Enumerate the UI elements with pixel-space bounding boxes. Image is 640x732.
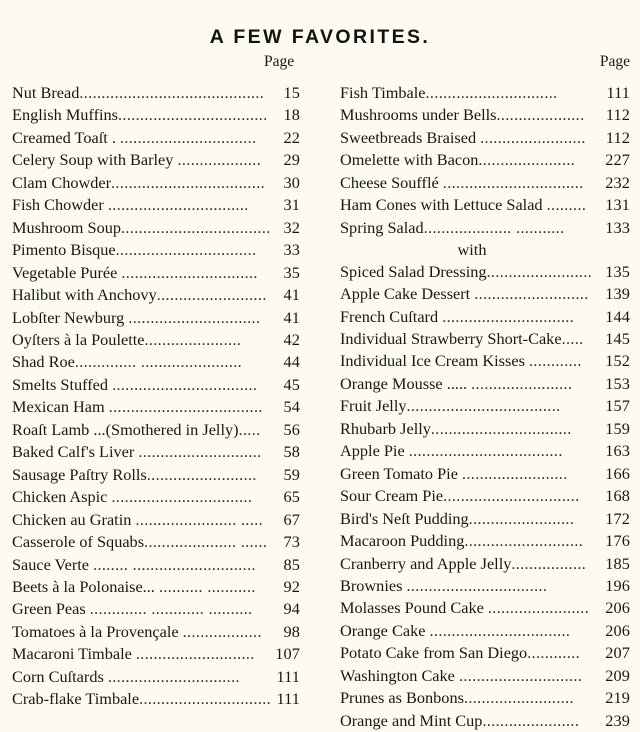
index-entry-page-number: 133: [605, 217, 630, 237]
index-entry: [340, 597, 630, 619]
index-entry: [12, 127, 300, 149]
index-entry-page-number: 206: [605, 598, 630, 618]
index-entry: [340, 440, 630, 462]
index-entry-leader-dots: .........................: [156, 287, 267, 305]
index-entry-name: English Muffins: [12, 105, 118, 125]
index-entry-leader-dots: ...........................: [464, 533, 584, 551]
index-entry-page-number: 56: [283, 419, 300, 439]
index-entry: [340, 665, 630, 687]
index-entry: [340, 575, 630, 597]
index-entry: [340, 642, 630, 664]
index-entry: [12, 104, 300, 126]
index-column-right: [340, 52, 630, 732]
index-entry-name: Washington Cake: [340, 665, 459, 685]
index-entry: [12, 531, 300, 553]
index-entry-page-number: 22: [283, 127, 300, 147]
index-entry-name: Macaroni Timbale: [12, 644, 136, 664]
index-entry-leader-dots: ..............................: [139, 691, 272, 709]
index-entry-name: Baked Calf's Liver: [12, 442, 139, 462]
index-entry-leader-dots: ...........................: [135, 646, 255, 664]
index-entry: [12, 307, 300, 329]
index-entry-page-number: 30: [283, 172, 300, 192]
index-entry-name: Beets à la Polonaise...: [12, 576, 159, 596]
index-entry-leader-dots: ........ ............................: [93, 556, 256, 574]
index-entry-page-number: 166: [605, 463, 630, 483]
index-entry-name: Macaroon Pudding: [340, 531, 465, 551]
index-entry-name: Mushrooms under Bells: [340, 105, 497, 125]
page-column-header-right: Page: [599, 53, 630, 70]
index-entry-leader-dots: ..............................: [107, 668, 240, 686]
index-entry-name: Apple Pie: [340, 441, 409, 461]
index-entry-page-number: 54: [283, 397, 300, 417]
index-entry-name: Smelts Stuffed: [12, 374, 113, 394]
index-entry-page-number: 219: [605, 688, 630, 708]
index-entry: [340, 373, 630, 395]
index-entry-page-number: 144: [605, 306, 630, 326]
index-entry: [340, 485, 630, 507]
index-entry-page-number: 135: [605, 261, 630, 281]
index-entry: [12, 396, 300, 418]
index-entry-name: Oyſters à la Poulette: [12, 329, 145, 349]
index-entry-leader-dots: .............. .......................: [74, 354, 243, 372]
index-entry-page-number: 206: [605, 620, 630, 640]
index-entry: [340, 395, 630, 417]
index-entry-leader-dots: .......................: [471, 375, 573, 393]
index-entry-leader-dots: ........................: [468, 510, 575, 528]
index-entry-page-number: 176: [605, 531, 630, 551]
index-entry-name: Orange Cake: [340, 620, 430, 640]
index-entry-name: Lobſter Newburg: [12, 307, 129, 327]
index-entry-name: Vegetable Purée: [12, 262, 122, 282]
index-entry-name: Shad Roe: [12, 352, 75, 372]
index-entry-page-number: 207: [605, 643, 630, 663]
index-entry-leader-dots: ..............................: [425, 85, 558, 102]
index-entry-page-number: 111: [276, 689, 300, 709]
index-entry-name: French Cuſtard: [340, 306, 443, 326]
index-entry-name: Brownies: [340, 575, 407, 595]
index-entry: [12, 217, 300, 239]
index-entry-page-number: 58: [283, 442, 300, 462]
index-entry-name: Fish Chowder: [12, 195, 108, 215]
index-entry-page-number: 209: [605, 665, 630, 685]
index-entry-leader-dots: .......... ...........: [158, 578, 256, 596]
index-entry-leader-dots: ...................................: [408, 443, 563, 461]
index-entry: [12, 262, 300, 284]
index-entry-page-number: 157: [605, 396, 630, 416]
index-entry: [340, 283, 630, 305]
index-entry-leader-dots: ............. ............ ..........: [89, 601, 253, 619]
index-entry-page-number: 153: [605, 373, 630, 393]
index-entry-page-number: 145: [605, 328, 630, 348]
index-entry-leader-dots: ................................: [107, 197, 249, 215]
index-entry-leader-dots: ............................: [458, 667, 583, 685]
index-entry-name: Green Tomato Pie: [340, 463, 462, 483]
index-entry-name: Individual Strawberry Short-Cake: [340, 328, 562, 348]
index-entry-leader-dots: ....................... .....: [135, 511, 264, 529]
index-entry-name: Creamed Toaſt .: [12, 127, 120, 147]
index-entry-leader-dots: ..............................: [442, 308, 575, 326]
index-entry-page-number: 44: [283, 352, 300, 372]
index-entry-name: Chicken au Gratin: [12, 509, 136, 529]
index-entry-name: Cheese Soufflé: [340, 172, 443, 192]
index-entry-page-number: 41: [283, 307, 300, 327]
index-entry-page-number: 111: [276, 666, 300, 686]
index-entry-leader-dots: ................................: [406, 577, 548, 595]
index-entry: [12, 82, 300, 104]
index-entry-name: Tomatoes à la Provençale: [12, 621, 183, 641]
index-entry-name: Green Peas: [12, 599, 90, 619]
index-entry: [12, 688, 300, 710]
index-entry-name: Fruit Jelly: [340, 396, 407, 416]
index-entry-name: Celery Soup with Barley: [12, 150, 178, 170]
index-entry: [12, 509, 300, 531]
index-entry-leader-dots: ......................: [482, 712, 580, 730]
index-entry-page-number: 32: [283, 217, 300, 237]
index-entry-leader-dots: ..............................: [128, 309, 261, 327]
index-entry-name: with: [457, 240, 487, 260]
index-entry-page-number: 45: [283, 374, 300, 394]
index-entry-page-number: 159: [605, 418, 630, 438]
index-entry-page-number: 163: [605, 441, 630, 461]
index-entry-page-number: 139: [605, 284, 630, 304]
index-entry-page-number: 112: [605, 105, 630, 125]
index-entry-name: Omelette with Bacon: [340, 150, 479, 170]
index-entry-page-number: 59: [283, 464, 300, 484]
index-entry-page-number: 33: [283, 240, 300, 260]
index-entry: [12, 329, 300, 351]
index-entry-leader-dots: ................................: [430, 420, 572, 438]
index-entry-leader-dots: ........................: [486, 263, 593, 281]
index-entry-page-number: 185: [605, 553, 630, 573]
index-entry: [340, 172, 630, 194]
index-entry-name: Rhubarb Jelly: [340, 418, 431, 438]
index-entry-leader-dots: ......................: [478, 152, 576, 170]
index-entry-name: Orange and Mint Cup: [340, 710, 483, 730]
index-entry: [340, 104, 630, 126]
page-title: A FEW FAVORITES.: [209, 26, 431, 48]
index-entry-name: Potato Cake from San Diego: [340, 643, 528, 663]
index-entry: [340, 239, 630, 260]
index-entry-page-number: 227: [605, 150, 630, 170]
index-entry-name: Sweetbreads Braised: [340, 127, 481, 147]
index-entry-name: Apple Cake Dessert: [340, 284, 475, 304]
index-entry-name: Sour Cream Pie: [340, 486, 444, 506]
index-entry-page-number: 107: [275, 644, 300, 664]
index-entry: [340, 687, 630, 709]
index-entry-leader-dots: .....: [238, 421, 261, 439]
index-entry-name: Sausage Paſtry Rolls: [12, 464, 147, 484]
index-entry: [340, 306, 630, 328]
index-entry-name: Spiced Salad Dressing: [340, 261, 487, 281]
index-entry-name: Spring Salad: [340, 217, 424, 237]
index-entry-leader-dots: ...................: [177, 152, 262, 170]
index-entry-leader-dots: ...............................: [119, 129, 257, 147]
index-entry-page-number: 85: [283, 554, 300, 574]
index-entry: [340, 328, 630, 350]
index-entry-name: Clam Chowder: [12, 172, 112, 192]
index-entry-leader-dots: ...................................: [406, 398, 561, 416]
index-entry: [340, 149, 630, 171]
index-entry-page-number: 239: [605, 710, 630, 730]
index-entry: [12, 666, 300, 688]
index-entry: [340, 553, 630, 575]
index-entry-name: Halibut with Anchovy: [12, 285, 157, 305]
index-entry-page-number: 172: [605, 508, 630, 528]
index-entry-name: Molasses Pound Cake: [340, 598, 488, 618]
page-column-header-left: Page: [264, 53, 295, 70]
index-entry-name: Chicken Aspic: [12, 487, 112, 507]
index-entry-name: Individual Ice Cream Kisses: [340, 351, 529, 371]
index-entry-name: Mexican Ham: [12, 397, 109, 417]
index-entry: [340, 194, 630, 216]
index-entry-leader-dots: .................................: [112, 376, 258, 394]
index-column-left: [12, 52, 300, 711]
index-entry-page-number: 35: [283, 262, 300, 282]
index-entry-name: Casserole of Squabs: [12, 532, 145, 552]
index-entry-name: Crab-flake Timbale: [12, 689, 140, 709]
index-entry-page-number: 73: [283, 532, 300, 552]
index-entry-list-right: [340, 82, 630, 732]
index-entry-leader-dots: .....: [561, 330, 584, 348]
index-entry-leader-dots: ..................: [182, 623, 262, 641]
index-entry-leader-dots: ....................: [496, 107, 585, 125]
index-entry-leader-dots: ......................: [144, 331, 242, 349]
index-entry-name: Roaſt Lamb ...(Smothered in Jelly): [12, 419, 239, 439]
index-entry-page-number: 112: [605, 127, 630, 147]
index-entry-leader-dots: ..........................................: [79, 85, 265, 102]
index-entry-leader-dots: .........................: [146, 466, 257, 484]
index-entry-name: Nut Bread: [12, 83, 80, 102]
index-entry: [12, 284, 300, 306]
index-entry-page-number: 232: [605, 172, 630, 192]
index-entry-page-number: 67: [283, 509, 300, 529]
index-entry-leader-dots: .................... ...........: [423, 219, 565, 237]
index-entry-page-number: 152: [605, 351, 630, 371]
index-entry-leader-dots: ........................: [480, 129, 586, 147]
index-entry-name: Pimento Bisque: [12, 240, 116, 260]
index-entry-leader-dots: ..................................: [121, 219, 271, 237]
index-entry-page-number: 94: [283, 599, 300, 619]
index-entry-name: Prunes as Bonbons: [340, 688, 464, 708]
index-entry-list-left: [12, 82, 300, 711]
index-entry: [340, 620, 630, 642]
index-entry-leader-dots: ................................: [442, 174, 584, 192]
index-entry-leader-dots: ...................................: [108, 399, 263, 417]
index-entry: [340, 710, 630, 732]
index-entry: [12, 643, 300, 665]
index-entry: [340, 350, 630, 372]
index-entry: [12, 149, 300, 171]
index-entry-name: Fish Timbale: [340, 83, 426, 102]
index-entry: [12, 464, 300, 486]
index-entry-name: Ham Cones with Lettuce Salad: [340, 195, 547, 215]
index-entry-page-number: 41: [283, 285, 300, 305]
index-entry-leader-dots: ............: [527, 645, 581, 663]
index-entry-page-number: 42: [283, 329, 300, 349]
index-entry-name: Mushroom Soup: [12, 217, 122, 237]
index-entry-leader-dots: .........................: [463, 690, 574, 708]
index-entry-leader-dots: ..........................: [474, 286, 589, 304]
index-entry: [340, 261, 630, 283]
index-entry-name: Cranberry and Apple Jelly: [340, 553, 512, 573]
index-entry-page-number: 98: [283, 621, 300, 641]
index-entry: [340, 82, 630, 104]
index-entry-name: Bird's Neſt Pudding: [340, 508, 469, 528]
index-entry-page-number: 65: [283, 487, 300, 507]
index-entry-page-number: 111: [606, 83, 630, 102]
index-entry-leader-dots: ................................: [111, 489, 253, 507]
index-entry-name: Corn Cuſtards: [12, 666, 108, 686]
index-entry: [340, 217, 630, 239]
index-entry: [340, 418, 630, 440]
index-entry-leader-dots: .........: [546, 197, 587, 215]
index-entry: [340, 127, 630, 149]
index-entry-page-number: 168: [605, 486, 630, 506]
index-entry-leader-dots: ................................: [429, 622, 571, 640]
index-entry-page-number: 131: [605, 195, 630, 215]
index-entry: [12, 576, 300, 598]
index-entry: [12, 554, 300, 576]
index-entry-name: Orange Mousse .....: [340, 373, 472, 393]
index-entry-leader-dots: ...................................: [111, 174, 266, 192]
index-entry: [12, 351, 300, 373]
index-entry-page-number: 18: [283, 105, 300, 125]
index-entry-leader-dots: ........................: [462, 465, 568, 483]
index-entry-page-number: 196: [605, 575, 630, 595]
index-entry: [12, 194, 300, 216]
index-entry-page-number: 92: [283, 576, 300, 596]
index-entry: [12, 419, 300, 441]
index-entry: [340, 508, 630, 530]
index-entry-leader-dots: ..................................: [118, 107, 268, 125]
index-entry-leader-dots: ................................: [115, 242, 257, 260]
index-entry-leader-dots: ...............................: [121, 264, 258, 282]
index-entry-leader-dots: ............................: [138, 444, 262, 462]
index-entry-leader-dots: .................: [511, 555, 587, 573]
index-entry-leader-dots: ............: [529, 353, 582, 371]
index-entry-leader-dots: ..................... ......: [144, 534, 268, 552]
index-entry: [12, 441, 300, 463]
index-entry: [12, 598, 300, 620]
index-entry-leader-dots: ...............................: [443, 488, 580, 506]
index-entry: [12, 239, 300, 261]
index-entry-leader-dots: .......................: [487, 600, 590, 618]
index-entry-page-number: 29: [283, 150, 300, 170]
index-entry: [340, 530, 630, 552]
index-entry: [340, 463, 630, 485]
index-entry: [12, 486, 300, 508]
index-entry: [12, 172, 300, 194]
index-entry-name: Sauce Verte: [12, 554, 94, 574]
index-entry-page-number: 15: [283, 83, 300, 102]
index-entry-page-number: 31: [283, 195, 300, 215]
index-entry: [12, 374, 300, 396]
